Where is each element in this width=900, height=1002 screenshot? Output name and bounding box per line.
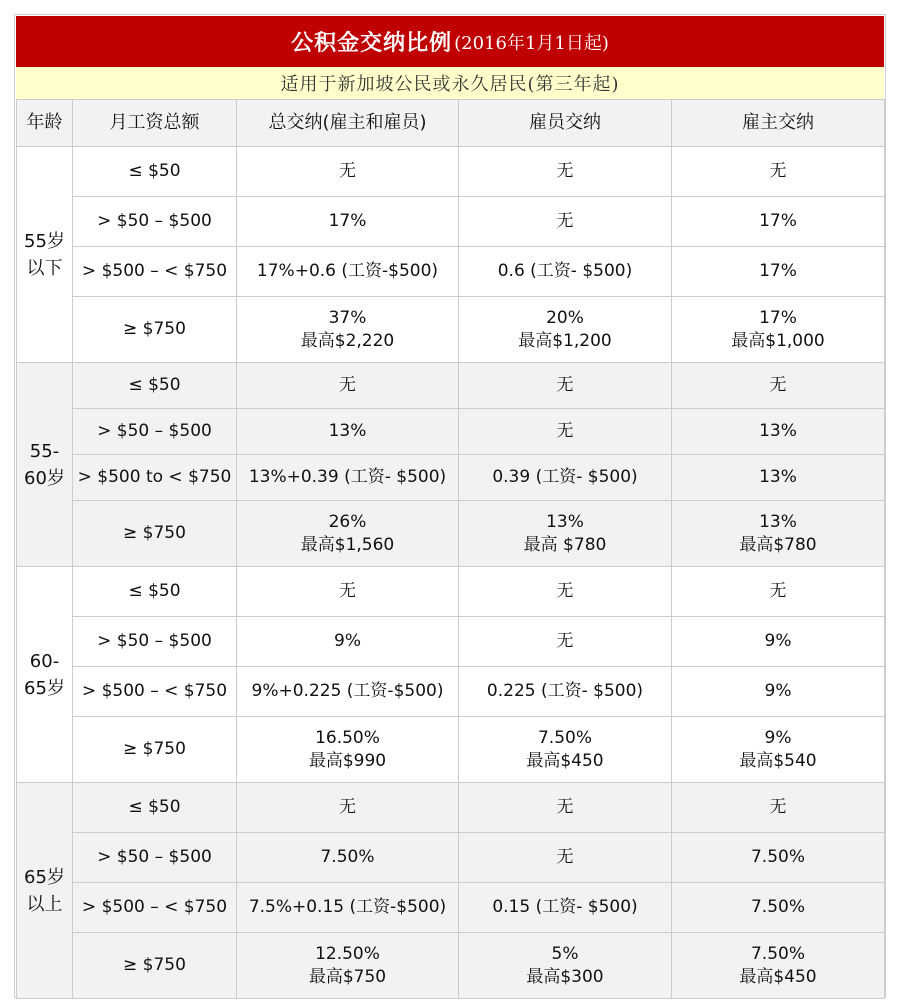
employee-contribution-value: 0.39 (工资- $500) — [492, 467, 638, 488]
age-group-label: 65岁 — [24, 866, 65, 888]
wage-range-cell: > $50 – $500 — [73, 833, 237, 883]
employer-contribution-value: 无 — [769, 581, 787, 602]
employee-contribution-value: 20% — [546, 307, 584, 328]
employee-contribution-value: 无 — [556, 847, 574, 868]
age-group-label: 以上 — [26, 893, 63, 915]
total-contribution-value: 9%+0.225 (工资-$500) — [251, 681, 444, 702]
employee-contribution-value: 无 — [556, 797, 574, 818]
table-row — [17, 667, 885, 717]
total-contribution-cell — [237, 883, 459, 933]
table-row — [17, 197, 885, 247]
employer-contribution-value: 无 — [769, 161, 787, 182]
total-contribution-value: 13% — [328, 421, 367, 442]
employee-contribution-cell — [459, 297, 672, 363]
table-row — [17, 409, 885, 455]
total-contribution-value: 无 — [339, 375, 356, 396]
wage-range-cell: ≤ $50 — [73, 147, 237, 197]
cpf-rate-table — [16, 99, 885, 999]
total-contribution-value: 13%+0.39 (工资- $500) — [248, 467, 447, 488]
total-contribution-cell — [237, 933, 459, 999]
employer-contribution-value: 13% — [759, 467, 797, 488]
table-row — [17, 617, 885, 667]
employer-contribution-cell — [672, 409, 885, 455]
wage-range-cell: ≥ $750 — [73, 297, 237, 363]
wage-range-cell: > $500 – < $750 — [73, 247, 237, 297]
employee-contribution-value: 13% — [546, 511, 584, 532]
employer-contribution-value: 9% — [764, 727, 792, 748]
table-row — [17, 363, 885, 409]
table-body — [17, 147, 885, 999]
age-group-cell — [17, 147, 73, 363]
employee-contribution-cell — [459, 197, 672, 247]
employer-contribution-value: 7.50% — [750, 847, 805, 868]
table-row — [17, 783, 885, 833]
employer-contribution-value: 最高$780 — [739, 534, 817, 555]
age-group-label: 60- — [29, 650, 60, 672]
total-contribution-cell — [237, 409, 459, 455]
total-contribution-value: 16.50% — [315, 727, 380, 748]
age-group-cell — [17, 783, 73, 999]
employer-contribution-value: 7.50% — [750, 897, 805, 918]
table-row — [17, 567, 885, 617]
age-group-label: 65岁 — [24, 677, 65, 699]
employer-contribution-cell — [672, 247, 885, 297]
total-contribution-cell — [237, 717, 459, 783]
employee-contribution-value: 5% — [551, 943, 579, 964]
employee-contribution-value: 7.50% — [537, 727, 592, 748]
header-total: 总交纳(雇主和雇员) — [237, 100, 459, 147]
total-contribution-value: 无 — [339, 161, 356, 182]
employee-contribution-value: 0.6 (工资- $500) — [497, 261, 633, 282]
employer-contribution-value: 9% — [764, 631, 792, 652]
age-group-label: 55岁 — [24, 230, 65, 252]
wage-range-cell: > $500 – < $750 — [73, 667, 237, 717]
employer-contribution-cell — [672, 363, 885, 409]
age-group-label: 以下 — [26, 257, 63, 279]
employer-contribution-value: 13% — [759, 421, 797, 442]
total-contribution-cell — [237, 297, 459, 363]
employer-contribution-cell — [672, 147, 885, 197]
employer-contribution-cell — [672, 501, 885, 567]
employee-contribution-value: 无 — [556, 631, 574, 652]
header-wage: 月工资总额 — [73, 100, 237, 147]
wage-range-cell: > $50 – $500 — [73, 409, 237, 455]
total-contribution-cell — [237, 783, 459, 833]
wage-range-cell: > $50 – $500 — [73, 617, 237, 667]
employee-contribution-value: 0.15 (工资- $500) — [492, 897, 638, 918]
wage-range-cell: ≤ $50 — [73, 567, 237, 617]
employee-contribution-value: 无 — [556, 581, 574, 602]
total-contribution-value: 最高$1,560 — [300, 534, 395, 555]
employee-contribution-cell — [459, 717, 672, 783]
total-contribution-cell — [237, 455, 459, 501]
table-row — [17, 247, 885, 297]
total-contribution-cell — [237, 567, 459, 617]
employer-contribution-value: 7.50% — [750, 943, 805, 964]
wage-range-cell: ≤ $50 — [73, 363, 237, 409]
wage-range-cell: ≥ $750 — [73, 501, 237, 567]
employee-contribution-value: 无 — [556, 375, 574, 396]
header-employer: 雇主交纳 — [672, 100, 885, 147]
total-contribution-cell — [237, 833, 459, 883]
employee-contribution-value: 最高 $780 — [523, 534, 607, 555]
employer-contribution-value: 17% — [759, 261, 797, 282]
employee-contribution-cell — [459, 833, 672, 883]
header-employee: 雇员交纳 — [459, 100, 672, 147]
employee-contribution-cell — [459, 933, 672, 999]
employee-contribution-cell — [459, 883, 672, 933]
total-contribution-value: 无 — [339, 581, 356, 602]
total-contribution-value: 9% — [334, 631, 361, 652]
total-contribution-value: 最高$2,220 — [300, 330, 395, 351]
header-row — [17, 100, 885, 147]
total-contribution-value: 最高$990 — [308, 750, 387, 771]
employee-contribution-cell — [459, 783, 672, 833]
employer-contribution-value: 最高$540 — [739, 750, 817, 771]
employer-contribution-value: 17% — [759, 307, 797, 328]
age-group-label: 55- — [29, 440, 60, 462]
table-row — [17, 147, 885, 197]
employee-contribution-cell — [459, 617, 672, 667]
employer-contribution-cell — [672, 833, 885, 883]
employer-contribution-cell — [672, 455, 885, 501]
table-row — [17, 883, 885, 933]
employer-contribution-cell — [672, 783, 885, 833]
table-row — [17, 455, 885, 501]
employer-contribution-cell — [672, 567, 885, 617]
employee-contribution-value: 无 — [556, 421, 574, 442]
employee-contribution-cell — [459, 363, 672, 409]
table-row — [17, 833, 885, 883]
total-contribution-value: 26% — [328, 511, 367, 532]
employee-contribution-cell — [459, 567, 672, 617]
employee-contribution-value: 无 — [556, 211, 574, 232]
table-row — [17, 717, 885, 783]
employer-contribution-value: 最高$1,000 — [731, 330, 825, 351]
wage-range-cell: ≤ $50 — [73, 783, 237, 833]
employee-contribution-cell — [459, 501, 672, 567]
employer-contribution-cell — [672, 297, 885, 363]
total-contribution-cell — [237, 147, 459, 197]
total-contribution-value: 无 — [339, 797, 356, 818]
employer-contribution-cell — [672, 717, 885, 783]
total-contribution-value: 17% — [328, 211, 367, 232]
age-group-label: 60岁 — [24, 467, 65, 489]
total-contribution-cell — [237, 247, 459, 297]
total-contribution-value: 17%+0.6 (工资-$500) — [256, 261, 439, 282]
age-group-cell — [17, 567, 73, 783]
employee-contribution-value: 0.225 (工资- $500) — [486, 681, 644, 702]
table-row — [17, 501, 885, 567]
total-contribution-cell — [237, 197, 459, 247]
employer-contribution-value: 无 — [769, 797, 787, 818]
subtitle-banner: 适用于新加坡公民或永久居民(第三年起) — [16, 67, 884, 99]
employer-contribution-value: 17% — [759, 211, 797, 232]
total-contribution-cell — [237, 617, 459, 667]
employer-contribution-cell — [672, 933, 885, 999]
employer-contribution-value: 最高$450 — [739, 966, 817, 987]
employer-contribution-cell — [672, 617, 885, 667]
total-contribution-value: 7.50% — [320, 847, 375, 868]
title-main: 公积金交纳比例 — [291, 31, 453, 56]
employer-contribution-value: 13% — [759, 511, 797, 532]
total-contribution-cell — [237, 501, 459, 567]
employer-contribution-cell — [672, 667, 885, 717]
total-contribution-value: 最高$750 — [308, 966, 387, 987]
total-contribution-cell — [237, 667, 459, 717]
table-row — [17, 297, 885, 363]
wage-range-cell: > $50 – $500 — [73, 197, 237, 247]
total-contribution-value: 7.5%+0.15 (工资-$500) — [248, 897, 447, 918]
table-row — [17, 933, 885, 999]
wage-range-cell: ≥ $750 — [73, 933, 237, 999]
employee-contribution-cell — [459, 667, 672, 717]
age-group-cell — [17, 363, 73, 567]
employee-contribution-value: 无 — [556, 161, 574, 182]
employee-contribution-cell — [459, 455, 672, 501]
employee-contribution-cell — [459, 147, 672, 197]
employee-contribution-value: 最高$450 — [526, 750, 604, 771]
employer-contribution-value: 9% — [764, 681, 792, 702]
employee-contribution-cell — [459, 409, 672, 455]
employer-contribution-cell — [672, 197, 885, 247]
employer-contribution-cell — [672, 883, 885, 933]
total-contribution-value: 37% — [328, 307, 367, 328]
employee-contribution-value: 最高$1,200 — [518, 330, 612, 351]
total-contribution-cell — [237, 363, 459, 409]
employee-contribution-cell — [459, 247, 672, 297]
wage-range-cell: > $500 to < $750 — [73, 455, 237, 501]
page-title — [16, 16, 884, 67]
wage-range-cell: ≥ $750 — [73, 717, 237, 783]
header-age: 年龄 — [17, 100, 73, 147]
employer-contribution-value: 无 — [769, 375, 787, 396]
total-contribution-value: 12.50% — [315, 943, 380, 964]
wage-range-cell: > $500 – < $750 — [73, 883, 237, 933]
employee-contribution-value: 最高$300 — [526, 966, 604, 987]
title-date: (2016年1月1日起) — [454, 32, 609, 54]
